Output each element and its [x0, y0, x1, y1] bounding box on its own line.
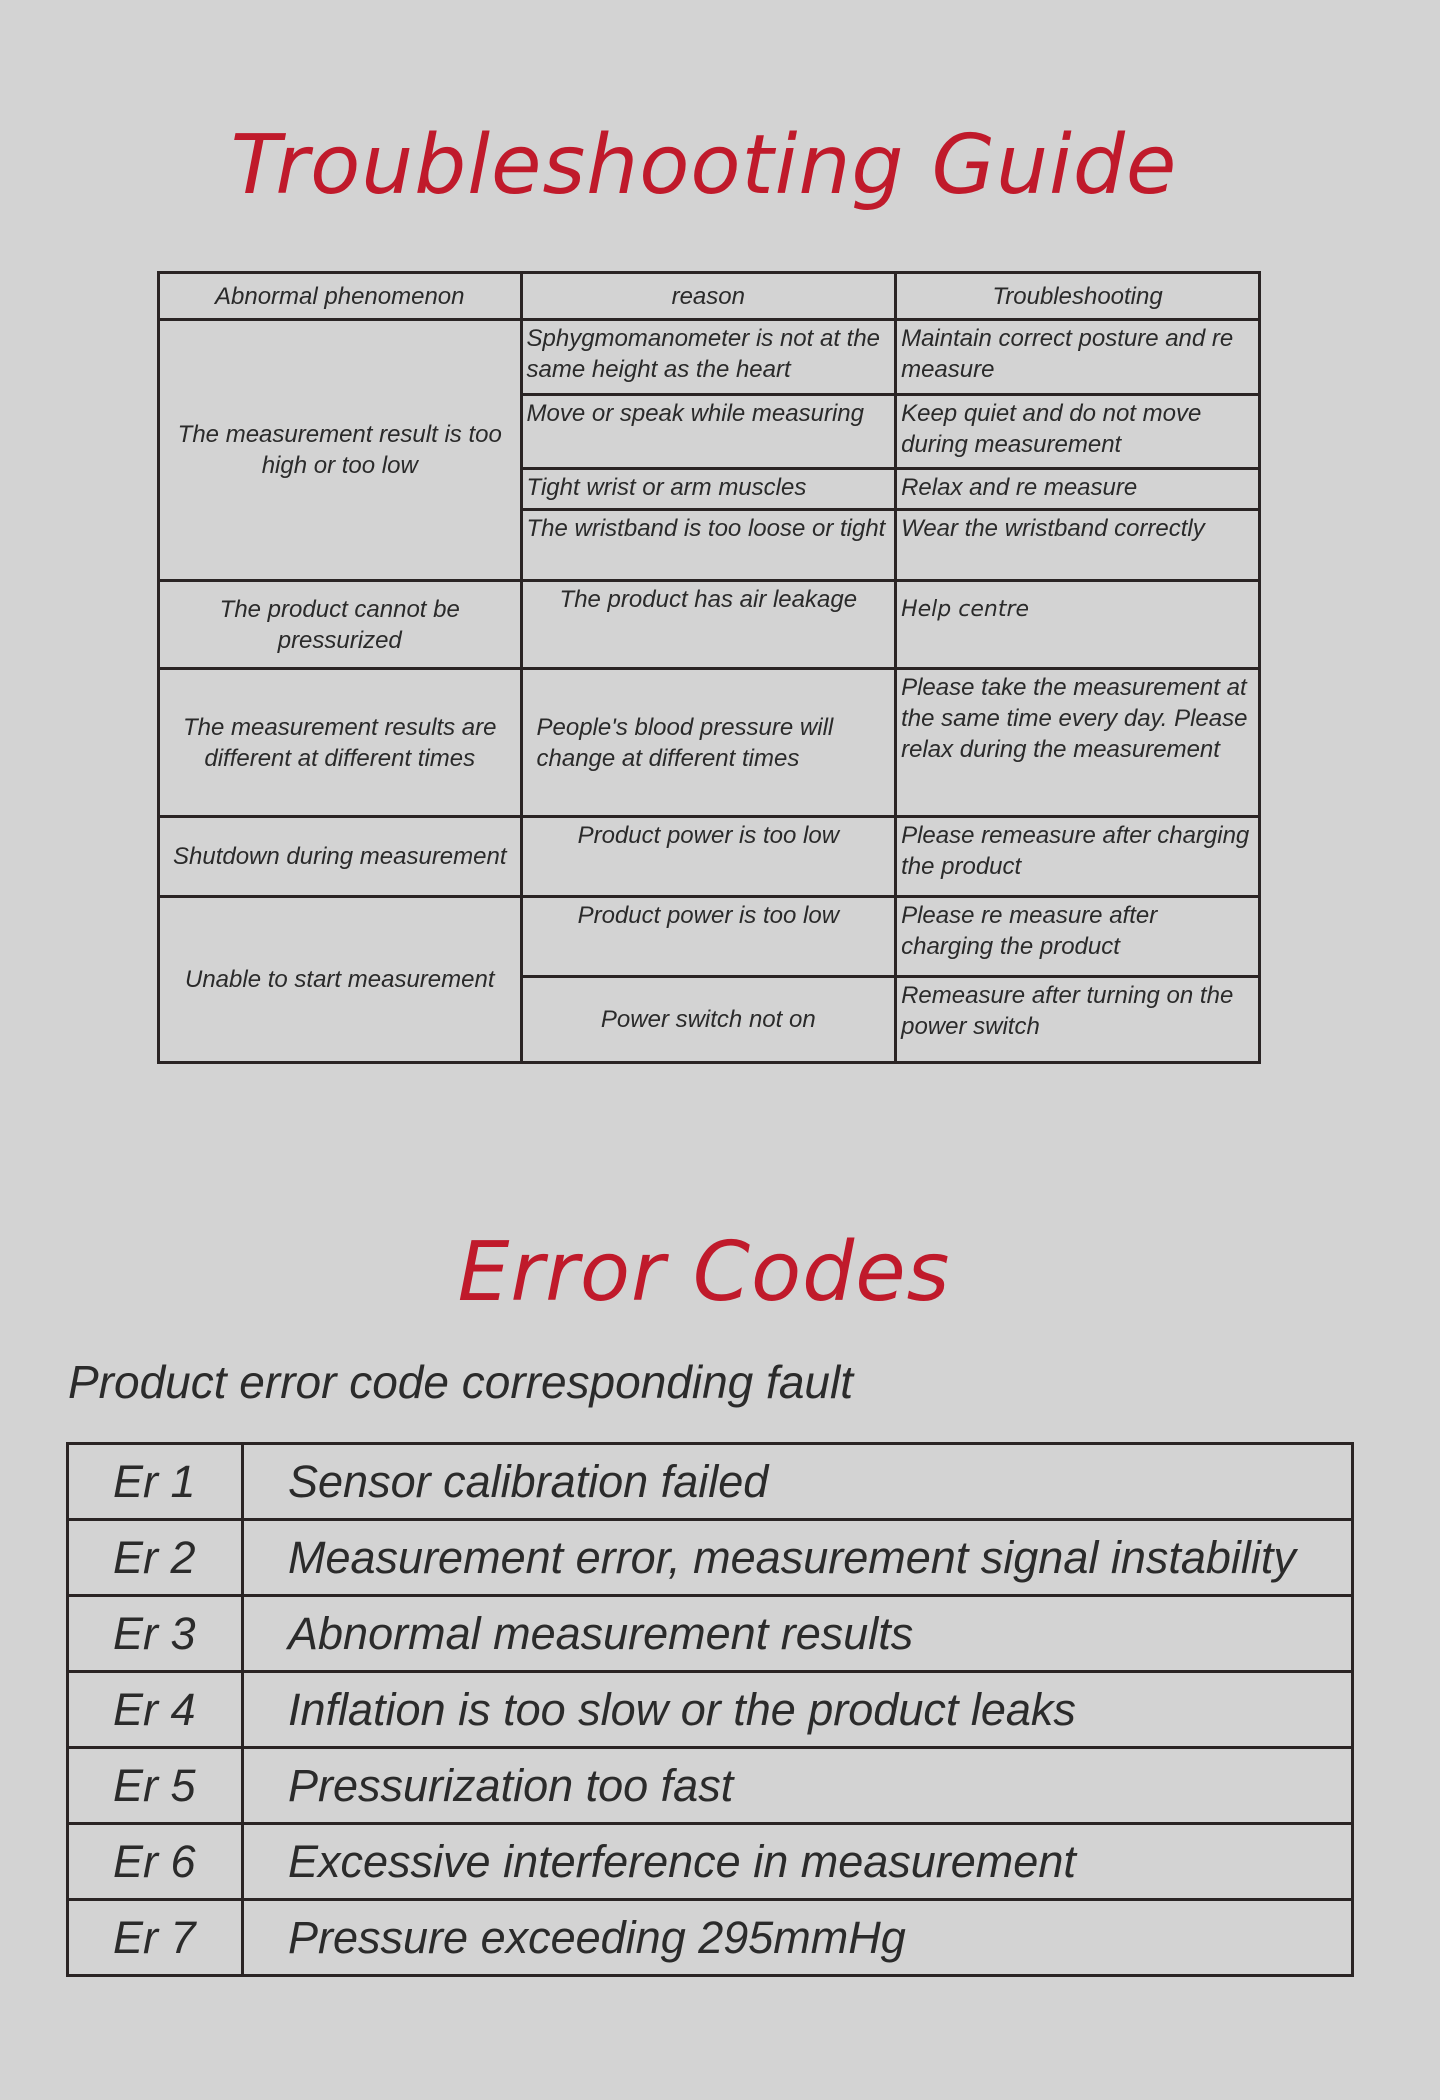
table-row	[159, 817, 1260, 897]
phenomenon-cell: Shutdown during measurement	[159, 817, 522, 897]
error-description: Pressurization too fast	[243, 1748, 1353, 1824]
table-header-row	[159, 273, 1260, 320]
reason-cell: Power switch not on	[521, 977, 896, 1063]
troubleshooting-table	[157, 271, 1261, 1064]
error-code: Er 5	[68, 1748, 243, 1824]
reason-cell: Sphygmomanometer is not at the same height as the heart	[521, 320, 896, 395]
table-row	[159, 320, 1260, 395]
phenomenon-cell: The measurement results are different at different times	[159, 669, 522, 817]
table-row	[68, 1520, 1353, 1596]
phenomenon-cell: The measurement result is too high or too low	[159, 320, 522, 581]
fix-cell: Keep quiet and do not move during measurement	[896, 395, 1260, 469]
error-description: Inflation is too slow or the product leaks	[243, 1672, 1353, 1748]
error-code: Er 1	[68, 1444, 243, 1520]
error-description: Measurement error, measurement signal instability	[243, 1520, 1353, 1596]
phenomenon-cell: The product cannot be pressurized	[159, 581, 522, 669]
fix-cell: Wear the wristband correctly	[896, 510, 1260, 581]
reason-cell: The product has air leakage	[521, 581, 896, 669]
fix-cell: Please remeasure after charging the product	[896, 817, 1260, 897]
reason-cell: Product power is too low	[521, 817, 896, 897]
reason-cell: Tight wrist or arm muscles	[521, 469, 896, 510]
troubleshooting-title: Troubleshooting Guide	[230, 118, 1178, 213]
fix-cell: Relax and re measure	[896, 469, 1260, 510]
reason-cell: Product power is too low	[521, 897, 896, 977]
fix-cell	[896, 581, 1260, 669]
phenomenon-cell: Unable to start measurement	[159, 897, 522, 1063]
error-description: Sensor calibration failed	[243, 1444, 1353, 1520]
error-description: Abnormal measurement results	[243, 1596, 1353, 1672]
error-code: Er 7	[68, 1900, 243, 1976]
table-row	[68, 1444, 1353, 1520]
error-description: Pressure exceeding 295mmHg	[243, 1900, 1353, 1976]
table-row	[68, 1748, 1353, 1824]
fix-cell: Please re measure after charging the product	[896, 897, 1260, 977]
fix-cell: Please take the measurement at the same time every day. Please relax during the measurement	[896, 669, 1260, 817]
header-phenomenon: Abnormal phenomenon	[159, 273, 522, 320]
table-row	[68, 1596, 1353, 1672]
table-row	[68, 1900, 1353, 1976]
table-row	[159, 669, 1260, 817]
header-troubleshooting: Troubleshooting	[896, 273, 1260, 320]
error-codes-subtitle: Product error code corresponding fault	[68, 1356, 853, 1408]
reason-cell: Move or speak while measuring	[521, 395, 896, 469]
error-codes-table	[66, 1442, 1354, 1977]
header-reason: reason	[521, 273, 896, 320]
fix-cell: Maintain correct posture and re measure	[896, 320, 1260, 395]
error-code: Er 4	[68, 1672, 243, 1748]
reason-cell: The wristband is too loose or tight	[521, 510, 896, 581]
error-description: Excessive interference in measurement	[243, 1824, 1353, 1900]
table-row	[68, 1824, 1353, 1900]
table-row	[68, 1672, 1353, 1748]
error-code: Er 2	[68, 1520, 243, 1596]
error-codes-title: Error Codes	[457, 1225, 951, 1320]
help-centre-text: Help centre	[901, 597, 1030, 622]
reason-cell: People's blood pressure will change at different times	[521, 669, 896, 817]
fix-cell: Remeasure after turning on the power switch	[896, 977, 1260, 1063]
error-code: Er 6	[68, 1824, 243, 1900]
error-code: Er 3	[68, 1596, 243, 1672]
table-row	[159, 581, 1260, 669]
table-row	[159, 897, 1260, 977]
